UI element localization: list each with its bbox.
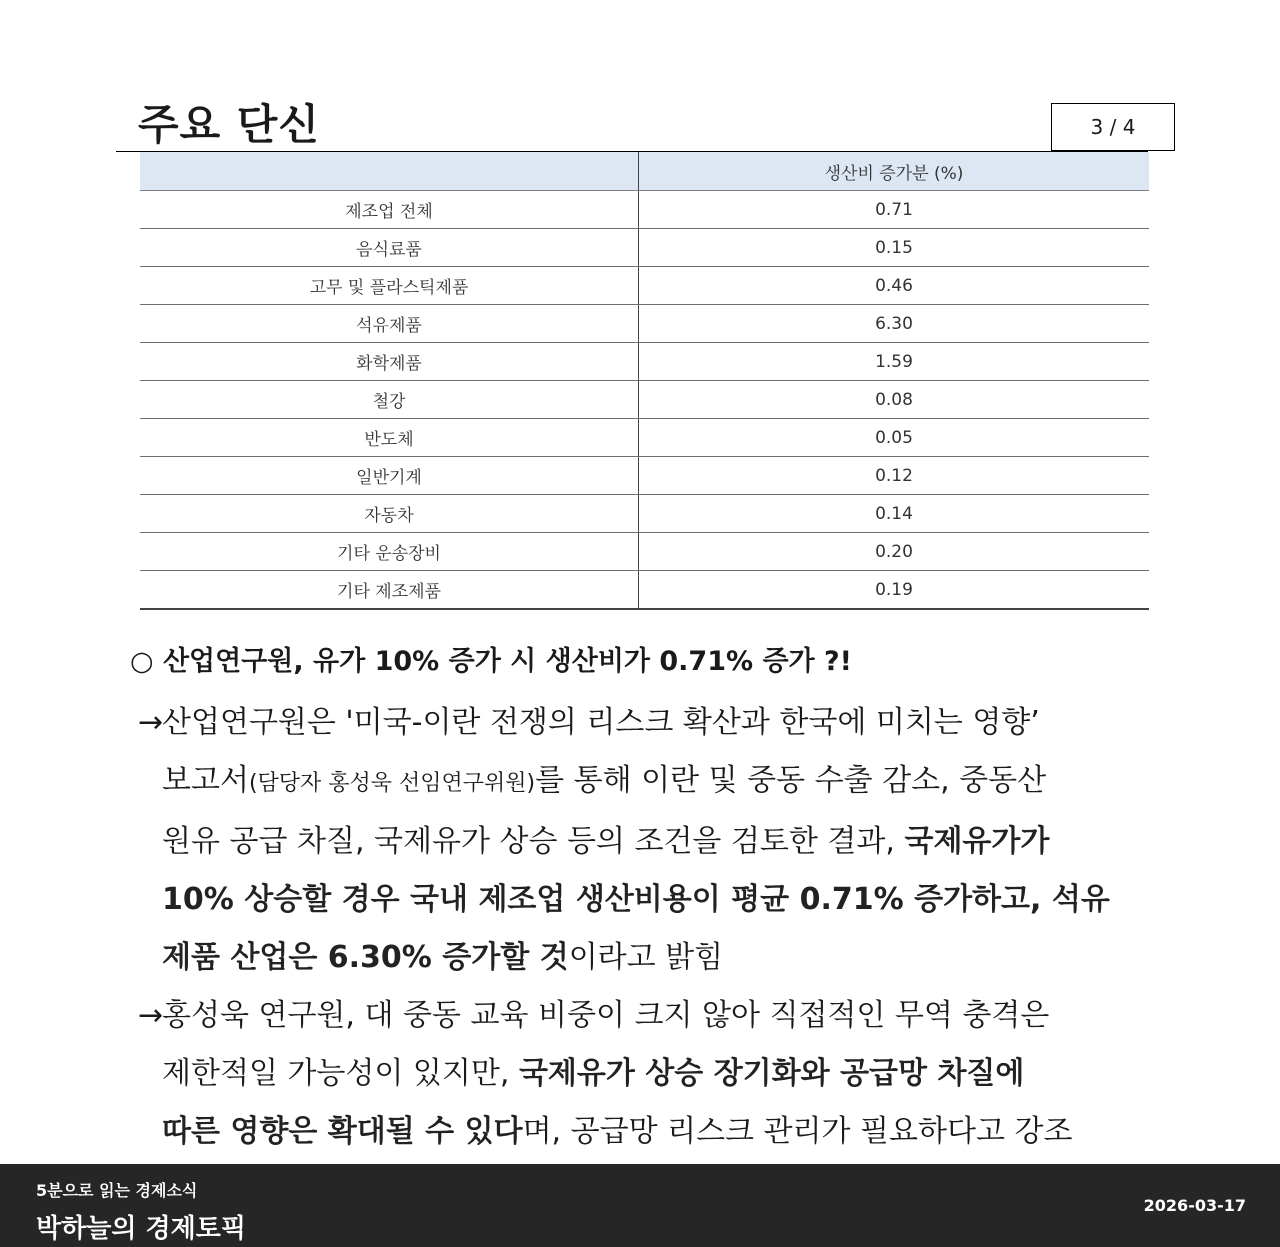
- table-header-cost-increase: 생산비 증가분 (%): [639, 152, 1150, 191]
- emphasis-text: 10% 상승할 경우 국내 제조업 생산비용이 평균 0.71% 증가하고, 석유: [162, 882, 1110, 917]
- text-span: 이라고 밝힘: [568, 940, 724, 975]
- arrow-icon: →: [138, 998, 164, 1033]
- paragraph-line: [162, 813, 1170, 871]
- emphasis-text: 따른 영향은 확대될 수 있다: [162, 1114, 523, 1149]
- table-row: [140, 267, 1149, 305]
- text-span: 며, 공급망 리스크 관리가 필요하다고 강조: [522, 1114, 1073, 1149]
- table-header-row: [140, 152, 1149, 191]
- table-row: [140, 495, 1149, 533]
- footer-subtitle: 5분으로 읽는 경제소식: [36, 1181, 198, 1200]
- arrow-icon: →: [138, 705, 164, 740]
- table-row: [140, 419, 1149, 457]
- paragraph-line: 산업연구원은 '미국-이란 전쟁의 리스크 확산과 한국에 미치는 영향’: [162, 705, 1040, 740]
- value-cell: 0.08: [639, 381, 1150, 419]
- value-cell: 0.46: [639, 267, 1150, 305]
- value-cell: 0.19: [639, 571, 1150, 610]
- production-cost-table: [140, 152, 1149, 610]
- industry-cell: 일반기계: [140, 457, 639, 495]
- value-cell: 6.30: [639, 305, 1150, 343]
- table-row: [140, 571, 1149, 610]
- value-cell: 0.15: [639, 229, 1150, 267]
- emphasis-text: 국제유가 상승 장기화와 공급망 차질에: [518, 1056, 1025, 1091]
- text-span: 보고서: [162, 763, 249, 798]
- emphasis-text: 국제유가가: [904, 824, 1050, 859]
- author-note: (담당자 홍성욱 선임연구위원): [248, 771, 536, 796]
- value-cell: 0.20: [639, 533, 1150, 571]
- table-row: [140, 229, 1149, 267]
- table-row: [140, 305, 1149, 343]
- footer-bar: [0, 1164, 1280, 1247]
- paragraph-line: [162, 752, 1170, 813]
- footer-title: 박하늘의 경제토픽: [36, 1214, 246, 1244]
- page-title: 주요 단신: [138, 100, 320, 149]
- table-row: [140, 381, 1149, 419]
- table-row: [140, 343, 1149, 381]
- footer-date: 2026-03-17: [1143, 1196, 1246, 1215]
- text-span: 원유 공급 차질, 국제유가 상승 등의 조건을 검토한 결과,: [162, 824, 905, 859]
- value-cell: 0.71: [639, 191, 1150, 229]
- industry-cell: 기타 운송장비: [140, 533, 639, 571]
- table-header-industry: [140, 152, 639, 191]
- value-cell: 0.14: [639, 495, 1150, 533]
- emphasis-text: 제품 산업은 6.30% 증가할 것: [162, 940, 569, 975]
- paragraph-2: [130, 987, 1170, 1161]
- paragraph-line: [162, 871, 1170, 929]
- value-cell: 0.12: [639, 457, 1150, 495]
- industry-cell: 제조업 전체: [140, 191, 639, 229]
- paragraph-line: 홍성욱 연구원, 대 중동 교육 비중이 크지 않아 직접적인 무역 충격은: [162, 998, 1050, 1033]
- paragraph-1: [130, 694, 1170, 987]
- industry-cell: 반도체: [140, 419, 639, 457]
- table-row: [140, 457, 1149, 495]
- table-row: [140, 191, 1149, 229]
- industry-cell: 석유제품: [140, 305, 639, 343]
- paragraph-line: [162, 1045, 1170, 1103]
- value-cell: 0.05: [639, 419, 1150, 457]
- article-body: [130, 636, 1170, 1161]
- paragraph-line: [162, 929, 1170, 987]
- industry-cell: 철강: [140, 381, 639, 419]
- value-cell: 1.59: [639, 343, 1150, 381]
- industry-cell: 화학제품: [140, 343, 639, 381]
- article-heading: ○ 산업연구원, 유가 10% 증가 시 생산비가 0.71% 증가 ?!: [130, 646, 852, 677]
- industry-cell: 음식료품: [140, 229, 639, 267]
- paragraph-line: [162, 1103, 1170, 1161]
- industry-cell: 고무 및 플라스틱제품: [140, 267, 639, 305]
- industry-cell: 자동차: [140, 495, 639, 533]
- text-span: 를 통해 이란 및 중동 수출 감소, 중동산: [535, 763, 1047, 798]
- industry-cell: 기타 제조제품: [140, 571, 639, 610]
- page-indicator: 3 / 4: [1051, 103, 1175, 151]
- table-row: [140, 533, 1149, 571]
- text-span: 제한적일 가능성이 있지만,: [162, 1056, 519, 1091]
